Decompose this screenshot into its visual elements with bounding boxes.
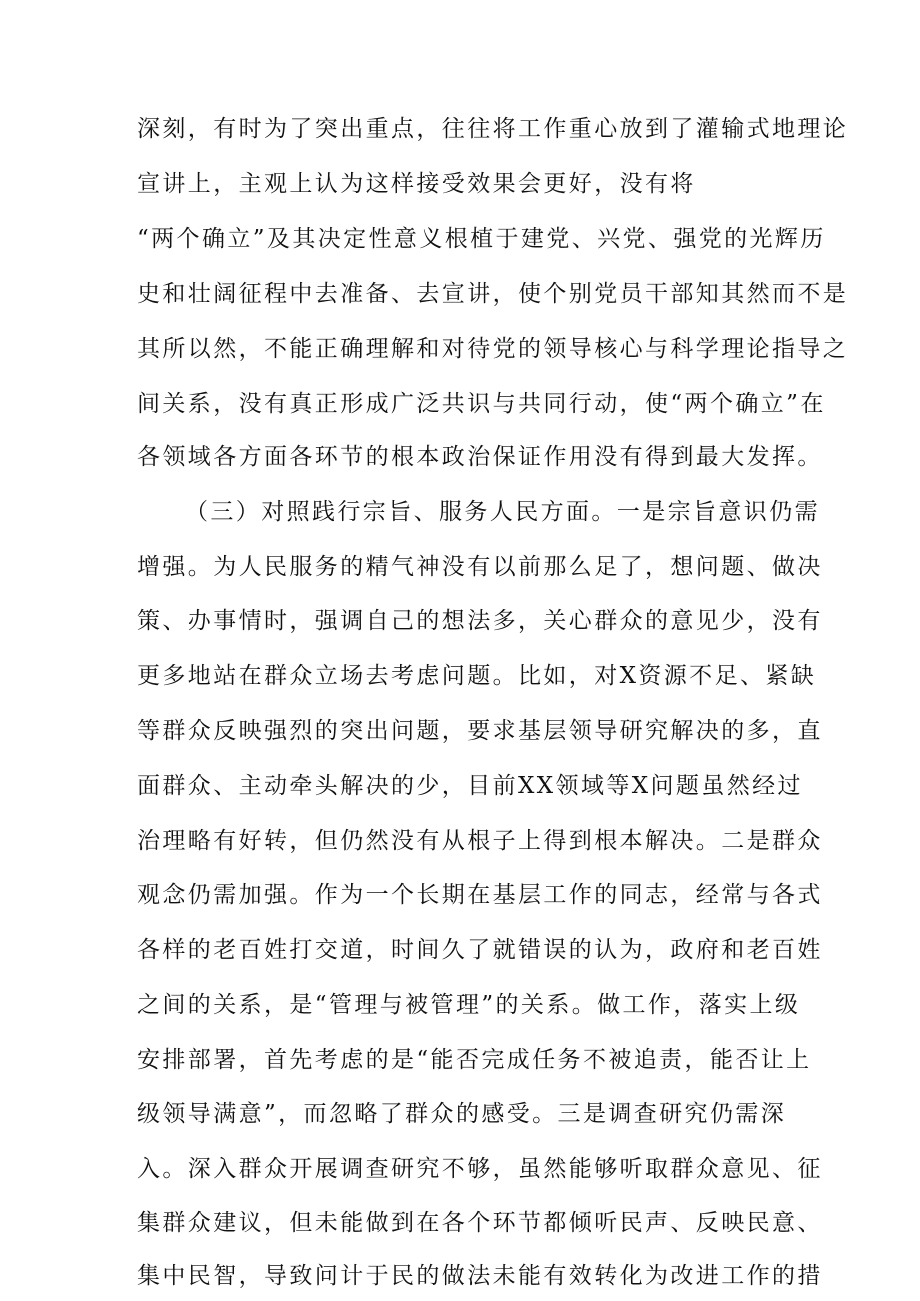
text-line: 深刻，有时为了突出重点，往往将工作重心放到了灌输式地理论 xyxy=(137,116,849,142)
text-line: “两个确立”及其决定性意义根植于建党、兴党、强党的光辉历 xyxy=(137,226,826,252)
text-line: 宣讲上，主观上认为这样接受效果会更好，没有将 xyxy=(137,171,696,197)
text-line: 各样的老百姓打交道，时间久了就错误的认为，政府和老百姓 xyxy=(137,937,823,963)
text-line: 治理略有好转，但仍然没有从根子上得到根本解决。二是群众 xyxy=(137,828,823,854)
text-line: 集中民智，导致问计于民的做法未能有效转化为改进工作的措 xyxy=(137,1263,823,1289)
text-line: 集群众建议，但未能做到在各个环节都倾听民声、反映民意、 xyxy=(137,1210,823,1236)
text-line: 等群众反映强烈的突出问题，要求基层领导研究解决的多，直 xyxy=(137,718,823,744)
text-line: 入。深入群众开展调查研究不够，虽然能够听取群众意见、征 xyxy=(137,1156,823,1182)
text-line: 观念仍需加强。作为一个长期在基层工作的同志，经常与各式 xyxy=(137,882,823,908)
text-line: 面群众、主动牵头解决的少，目前XX领域等X问题虽然经过 xyxy=(137,773,803,799)
text-line: 史和壮阔征程中去准备、去宣讲，使个别党员干部知其然而不是 xyxy=(137,281,849,307)
text-line: 安排部署，首先考虑的是“能否完成任务不被追责，能否让上 xyxy=(137,1047,812,1073)
text-line: 增强。为人民服务的精气神没有以前那么足了，想问题、做决 xyxy=(137,554,823,580)
text-line: 各领域各方面各环节的根本政治保证作用没有得到最大发挥。 xyxy=(137,444,823,470)
text-line: 其所以然，不能正确理解和对待党的领导核心与科学理论指导之 xyxy=(137,336,849,362)
text-line: 间关系，没有真正形成广泛共识与共同行动，使“两个确立”在 xyxy=(137,391,826,417)
text-line: 更多地站在群众立场去考虑问题。比如，对X资源不足、紧缺 xyxy=(137,663,817,689)
text-line: 之间的关系，是“管理与被管理”的关系。做工作，落实上级 xyxy=(137,992,801,1018)
text-line: 策、办事情时，强调自己的想法多，关心群众的意见少，没有 xyxy=(137,608,823,634)
section-heading-line: （三）对照践行宗旨、服务人民方面。一是宗旨意识仍需 xyxy=(185,499,820,525)
text-line: 级领导满意”，而忽略了群众的感受。三是调查研究仍需深 xyxy=(137,1101,787,1127)
